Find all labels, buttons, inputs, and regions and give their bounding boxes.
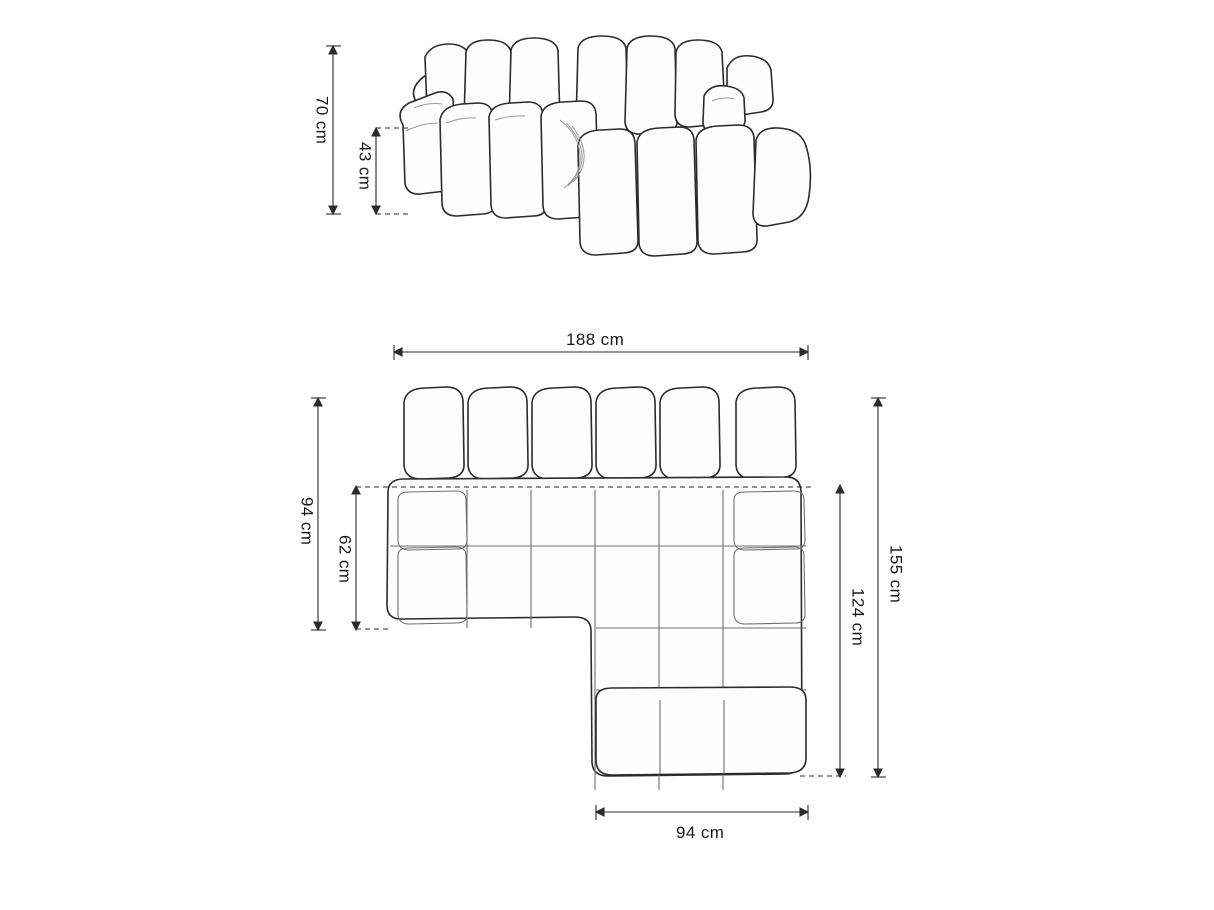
dim-label-seat-depth: 62 cm: [335, 535, 355, 584]
dim-label-depth-left: 94 cm: [297, 497, 317, 546]
dim-label-total-height: 70 cm: [312, 96, 332, 145]
dim-label-seat-height: 43 cm: [355, 142, 375, 191]
dim-label-total-width: 188 cm: [566, 330, 625, 349]
perspective-view: [313, 36, 811, 256]
dim-label-chaise-width: 94 cm: [676, 823, 725, 842]
dim-label-chaise-depth: 124 cm: [848, 588, 868, 647]
dim-label-depth-right: 155 cm: [886, 545, 906, 604]
top-view: [298, 330, 906, 842]
